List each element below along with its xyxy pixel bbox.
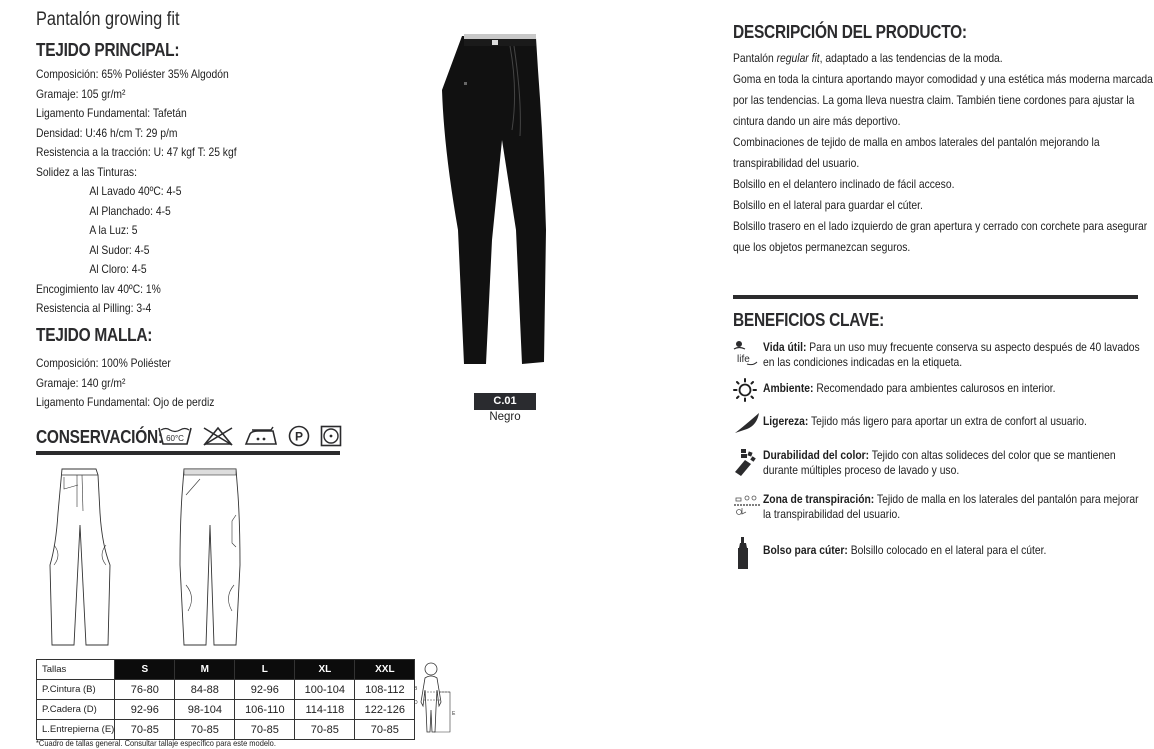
spec-line: Resistencia a la tracción: U: 47 kgf T: 25 kgf	[36, 145, 237, 159]
conservacion-heading: CONSERVACIÓN:	[36, 427, 163, 447]
desc-line: Goma en toda la cintura aportando mayor comodidad y una estética más moderna marcada	[733, 72, 1153, 86]
benefit-text: Tejido más ligero para aportar un extra de confort al usuario.	[808, 414, 1087, 428]
table-cell: 70-85	[355, 720, 415, 740]
color-swatch-icon	[733, 448, 759, 476]
cutter-icon	[733, 536, 753, 570]
benefit-title: Vida útil:	[763, 340, 807, 354]
tejido-malla-heading: TEJIDO MALLA:	[36, 325, 153, 345]
benefit-item	[733, 340, 1154, 370]
product-photo	[440, 30, 550, 370]
tumble-dry-icon	[320, 425, 342, 447]
benefit-text: en las condiciones indicadas en la etiqueta.	[763, 355, 963, 369]
desc-line: cintura dando un aire más deportivo.	[733, 114, 901, 128]
beneficios-heading: BENEFICIOS CLAVE:	[733, 310, 884, 330]
table-cell: 122-126	[355, 700, 415, 720]
table-cell: 70-85	[295, 720, 355, 740]
body-measure-figure	[410, 660, 465, 735]
table-cell: 100-104	[295, 680, 355, 700]
tejido-malla-specs	[36, 354, 243, 413]
product-title: Pantalón growing fit	[36, 9, 180, 30]
dryclean-letter: P	[294, 429, 304, 444]
solidez-line: A la Luz: 5	[89, 223, 138, 237]
spec-line: Encogimiento lav 40ºC: 1%	[36, 281, 161, 296]
solidez-line: Al Planchado: 4-5	[89, 203, 171, 218]
table-cell: 106-110	[235, 700, 295, 720]
descripcion-body	[733, 48, 1154, 258]
table-cell: 92-96	[235, 680, 295, 700]
benefit-title: Ambiente:	[763, 381, 814, 395]
solidez-line: Al Lavado 40ºC: 4-5	[89, 184, 182, 198]
spec-line: Composición: 65% Poliéster 35% Algodón	[36, 67, 229, 81]
benefit-text: durante múltiples proceso de lavado y uso.	[763, 463, 960, 477]
care-icons	[158, 425, 342, 447]
spec-line: Resistencia al Pilling: 3-4	[36, 301, 152, 315]
flat-drawing-front	[40, 465, 120, 650]
desc-line: por las tendencias. La goma lleva nuestra claim. También tiene cordones para ajustar la	[733, 93, 1135, 107]
table-cell: 70-85	[175, 720, 235, 740]
desc-line: Bolsillo trasero en el lado izquierdo de gran apertura y cerrado con corchete para asegurar	[733, 219, 1148, 233]
spec-line: Gramaje: 105 gr/m²	[36, 86, 126, 101]
tejido-principal-specs	[36, 65, 269, 319]
life-icon-text: life	[737, 354, 750, 365]
wash-temp-label: 60°C	[166, 434, 184, 443]
desc-line: transpirabilidad del usuario.	[733, 156, 860, 170]
size-col-header: XXL	[355, 660, 415, 680]
desc-line: Combinaciones de tejido de malla en ambos laterales del pantalón mejorando la	[733, 135, 1100, 149]
table-cell: 92-96	[115, 700, 175, 720]
life-icon	[733, 340, 759, 368]
feather-icon	[733, 411, 761, 435]
descripcion-heading: DESCRIPCIÓN DEL PRODUCTO:	[733, 22, 967, 42]
table-cell: 114-118	[295, 700, 355, 720]
spec-line: Ligamento Fundamental: Ojo de perdiz	[36, 395, 215, 409]
table-cell: 76-80	[115, 680, 175, 700]
desc-line: Bolsillo en el lateral para guardar el cúter.	[733, 198, 923, 212]
table-cell: 108-112	[355, 680, 415, 700]
benefit-item	[733, 409, 1140, 437]
solidez-line: Al Cloro: 4-5	[89, 262, 147, 276]
desc-line: Bolsillo en el delantero inclinado de fácil acceso.	[733, 177, 955, 191]
benefit-text: Recomendado para ambientes calurosos en interior.	[813, 381, 1056, 395]
spec-line: Densidad: U:46 h/cm T: 29 p/m	[36, 125, 178, 140]
solidez-line: Al Sudor: 4-5	[89, 242, 150, 257]
body-label-e: E	[452, 711, 456, 717]
table-cell: 70-85	[235, 720, 295, 740]
flat-drawing-back	[170, 465, 250, 650]
benefit-title: Ligereza:	[763, 414, 809, 428]
conservacion-rule	[36, 451, 340, 455]
size-col-header: M	[175, 660, 235, 680]
size-table	[36, 659, 415, 740]
benefit-title: Zona de transpiración:	[763, 492, 875, 506]
benefit-item	[733, 448, 1154, 478]
tejido-principal-heading: TEJIDO PRINCIPAL:	[36, 40, 180, 60]
benefit-text: Tejido con altas solideces del color que se mantienen	[869, 448, 1116, 462]
size-footnote: *Cuadro de tallas general. Consultar tallaje específico para este modelo.	[36, 738, 276, 748]
benefit-text: la transpirabilidad del usuario.	[763, 507, 901, 521]
table-row	[37, 720, 415, 740]
desc-line: que los objetos permanezcan seguros.	[733, 240, 911, 254]
spec-line: Ligamento Fundamental: Tafetán	[36, 106, 187, 120]
benefit-text: Tejido de malla en los laterales del pantalón para mejorar	[874, 492, 1139, 506]
wash-60c-icon	[158, 426, 192, 446]
size-header-label: Tallas	[37, 660, 115, 680]
table-cell: 84-88	[175, 680, 235, 700]
spec-line: Composición: 100% Poliéster	[36, 356, 171, 370]
color-code-badge: C.01	[474, 393, 536, 410]
benefit-item	[733, 536, 1093, 570]
desc-suffix: , adaptado a las tendencias de la moda.	[819, 51, 1003, 65]
size-col-header: L	[235, 660, 295, 680]
spec-line: Solidez a las Tinturas:	[36, 164, 137, 179]
desc-prefix: Pantalón	[733, 51, 777, 65]
desc-line	[733, 48, 1153, 69]
breathable-zone-icon	[733, 493, 761, 519]
desc-italic: regular fit	[776, 51, 820, 65]
benefit-text: Bolsillo colocado en el lateral para el cúter.	[847, 543, 1047, 557]
benefit-item	[733, 492, 1154, 522]
sun-icon	[733, 378, 757, 402]
iron-medium-icon	[244, 426, 278, 446]
benefit-text: Para un uso muy frecuente conserva su aspecto después de 40 lavados	[806, 340, 1140, 354]
row-label: L.Entrepierna (E)	[37, 720, 115, 740]
table-row	[37, 700, 415, 720]
spec-line: Gramaje: 140 gr/m²	[36, 375, 126, 390]
no-bleach-icon	[202, 426, 234, 446]
beneficios-rule	[733, 295, 1138, 299]
row-label: P.Cadera (D)	[37, 700, 115, 720]
size-col-header: XL	[295, 660, 355, 680]
benefit-title: Bolso para cúter:	[763, 543, 848, 557]
benefit-item	[733, 376, 1103, 404]
table-cell: 70-85	[115, 720, 175, 740]
size-col-header: S	[115, 660, 175, 680]
dry-clean-p-icon	[288, 425, 310, 447]
table-cell: 98-104	[175, 700, 235, 720]
benefit-title: Durabilidad del color:	[763, 448, 870, 462]
color-name: Negro	[489, 411, 521, 423]
table-row	[37, 680, 415, 700]
body-label-b: B	[414, 686, 418, 692]
body-label-d: D	[414, 700, 418, 706]
row-label: P.Cintura (B)	[37, 680, 115, 700]
size-header-row	[37, 660, 415, 680]
